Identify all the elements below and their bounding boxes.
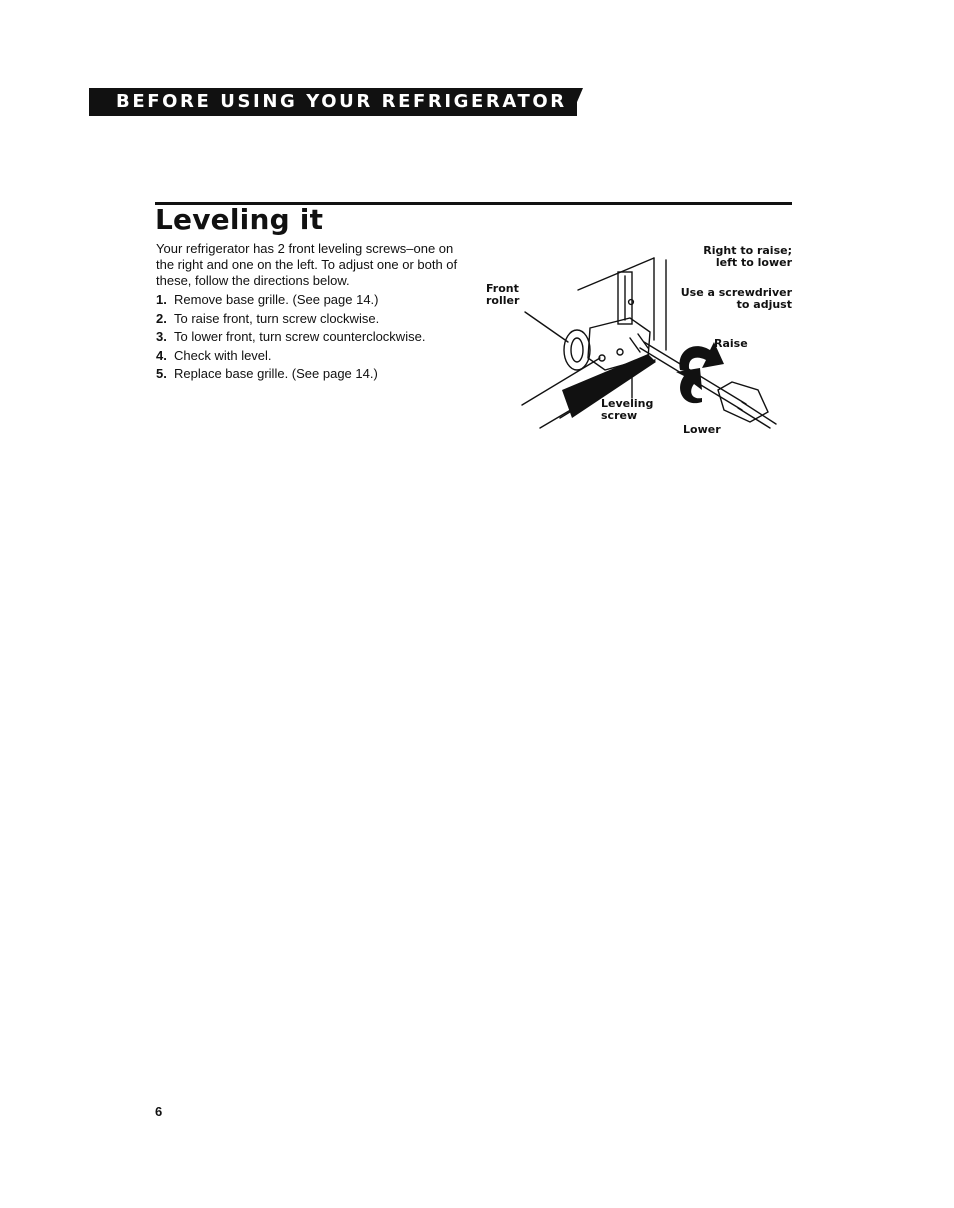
page-number: 6 (155, 1104, 163, 1119)
step-item (156, 292, 476, 311)
step-item (156, 348, 476, 367)
banner-notch (577, 88, 583, 102)
step-number: 2. (156, 310, 167, 326)
label-line: Use a screwdriver (680, 286, 792, 299)
label-leveling-screw (601, 398, 653, 422)
step-text: Replace base grille. (See page 14.) (174, 366, 378, 381)
step-item (156, 311, 476, 330)
label-use-screwdriver (681, 287, 792, 311)
step-number: 3. (156, 329, 167, 344)
step-item (156, 366, 476, 385)
step-number: 5. (156, 366, 167, 381)
label-line: Leveling (601, 397, 654, 410)
label-line: to adjust (736, 298, 792, 311)
steps-list (156, 292, 476, 385)
label-line: Right to raise; (703, 244, 792, 257)
step-number: 1. (156, 292, 167, 307)
intro-paragraph: Your refrigerator has 2 front leveling screws–one on the right and one on the left. To adjust one or both of these, follow the directions below. (156, 241, 458, 288)
label-line: left to lower (715, 256, 792, 269)
label-line: screw (601, 409, 638, 422)
label-lower: Lower (683, 423, 721, 436)
step-item (156, 329, 476, 348)
label-front-roller (486, 283, 519, 307)
step-text: To raise front, turn screw clockwise. (174, 310, 380, 326)
label-right-to-raise (703, 245, 792, 269)
step-number: 4. (156, 347, 167, 363)
leveling-illustration (480, 240, 800, 440)
step-text: Remove base grille. (See page 14.) (174, 292, 379, 307)
section-title: Leveling it (155, 203, 324, 236)
label-line: Front (486, 282, 519, 295)
section-banner: BEFORE USING YOUR REFRIGERATOR (89, 88, 577, 116)
label-raise: Raise (714, 337, 748, 350)
label-line: roller (486, 294, 520, 307)
step-text: To lower front, turn screw counterclockwise. (174, 329, 426, 344)
step-text: Check with level. (174, 347, 272, 363)
